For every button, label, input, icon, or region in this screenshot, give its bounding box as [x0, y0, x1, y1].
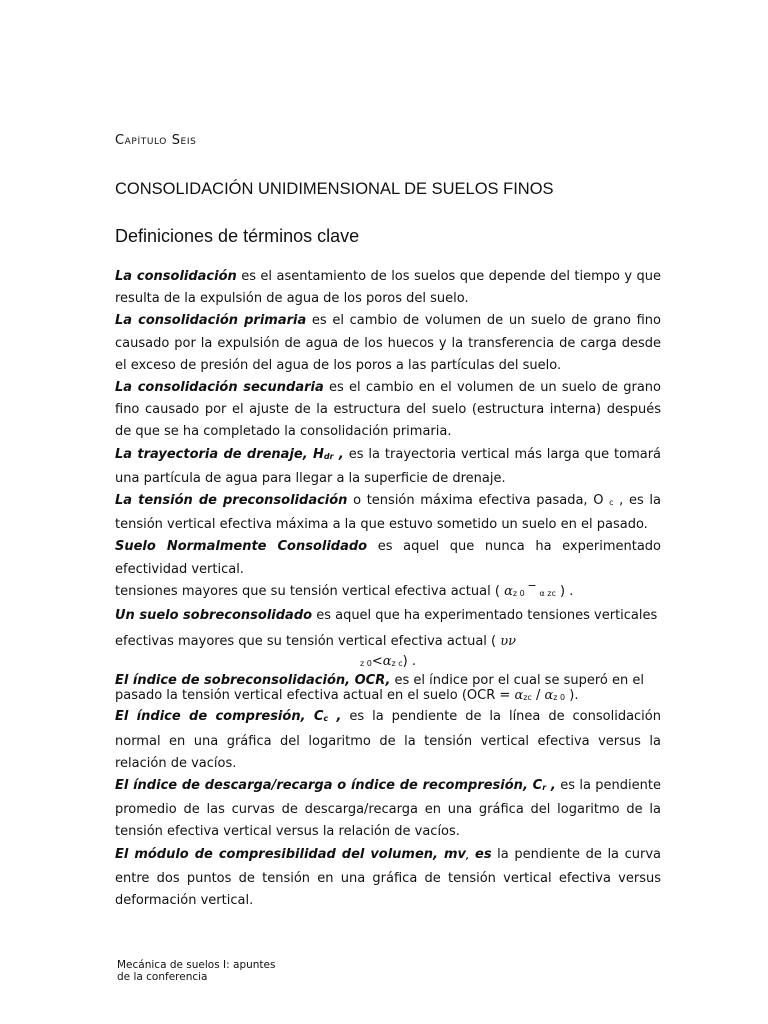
chapter-label: Capítulo Seis [115, 133, 197, 148]
subscript: , [466, 851, 470, 861]
section-heading: Definiciones de términos clave [115, 226, 360, 246]
definition-text: es el cambio de volumen de un suelo de grano fino causado por la expulsión de agua de los huecos y la transferencia de carga desde el exceso de presión del agua de los poros a las partículas del suelo. [115, 313, 661, 373]
definition-modulo [115, 844, 661, 913]
term: La consolidación [115, 269, 237, 284]
footer-line-1: Mecánica de suelos I: apuntes [117, 959, 276, 971]
definition-consolidacion [115, 266, 661, 310]
definition-sobreconsolidado [115, 605, 661, 627]
subscript: dr [323, 451, 334, 461]
definition-primaria [115, 310, 661, 377]
definition-trayectoria [115, 444, 661, 490]
subscript: z c [391, 659, 403, 669]
sigma-symbol: α [544, 688, 554, 704]
term-end: , [546, 778, 556, 794]
term: El índice de sobreconsolidación, OCR, [115, 673, 391, 689]
term: La consolidación primaria [115, 313, 307, 329]
line-text: efectivas mayores que su tensión vertical efectiva actual ( [115, 634, 501, 650]
definition-text: es la pendiente promedio de las curvas de descarga/recarga en una gráfica del logaritmo de la tensión efectiva vertical versus la relación de vacíos. [115, 778, 661, 840]
definition-text: es el índice por el cual se superó en el [390, 673, 644, 689]
term: El índice de descarga/recarga o índice de recompresión, C [115, 778, 543, 794]
term: La tensión de preconsolidación [115, 493, 348, 509]
subscript: zc [523, 693, 532, 703]
definition-text: es el cambio en el volumen de un suelo de grano fino causado por el ajuste de la estructura del suelo (estructura interna) después de que se ha completado la consolidación primaria. [115, 380, 661, 440]
definition-compresion [115, 706, 661, 775]
definition-text: es la pendiente de la línea de consolidación normal en una gráfica del logaritmo de la tensión vertical efectiva versus la relación de vacíos. [115, 709, 661, 771]
sigma-symbol: α [382, 654, 392, 670]
ocr-line-2 [115, 688, 661, 706]
definition-descarga [115, 775, 661, 844]
term-end: , [328, 709, 342, 725]
line-end: ) . [555, 583, 574, 599]
term: Un suelo sobreconsolidado [115, 608, 313, 624]
footer-line-2: de la conferencia [117, 971, 208, 983]
line-text: tensiones mayores que su tensión vertical efectiva actual ( [115, 583, 505, 599]
definition-text: es aquel que nunca ha experimentado efectividad vertical. [115, 539, 661, 577]
line-text: pasado la tensión vertical efectiva actual en el suelo (OCR = [115, 688, 515, 704]
subscript: c [323, 714, 329, 724]
subscript: r [542, 783, 547, 793]
definition-preconsolidacion [115, 490, 661, 536]
term-end: es [469, 846, 492, 862]
definition-text: es la trayectoria vertical más larga que tomará una partícula de agua para llegar a la superficie de drenaje. [115, 446, 662, 486]
sigma-symbol: α [514, 688, 524, 704]
definition-text: o tensión máxima efectiva pasada, O [347, 493, 610, 509]
line-end: ). [565, 688, 579, 704]
subscript: z 0 [359, 659, 372, 669]
subscript: z 0 [553, 693, 566, 703]
subscript: c [609, 498, 614, 508]
definition-text: es aquel que ha experimentado tensiones verticales [312, 608, 658, 624]
efectivas-line [115, 631, 661, 653]
line-end: ) . [402, 654, 416, 670]
efectivas-line-2 [115, 653, 661, 673]
definition-text: , es la tensión vertical efectiva máxima a la que estuvo sometido un suelo en el pasado. [115, 493, 661, 533]
definition-text: la pendiente de la curva entre dos puntos de tensión en una gráfica de tensión vertical efectiva versus deformación vertical. [115, 846, 661, 909]
definition-text: es el asentamiento de los suelos que depende del tiempo y que resulta de la expulsión de agua de los poros del suelo. [115, 269, 662, 307]
term: El índice de compresión, C [115, 709, 324, 725]
term: La trayectoria de drenaje, H [115, 446, 324, 462]
sigma-symbol: υν [500, 634, 517, 650]
overline-symbol: ‾ [524, 583, 540, 599]
term: La consolidación secundaria [115, 380, 324, 396]
term: El módulo de compresibilidad del volumen, mv [115, 846, 466, 862]
subscript: z 0 [512, 588, 525, 598]
tensiones-line [115, 581, 661, 605]
definition-ocr [115, 673, 661, 688]
slash-symbol: / [531, 688, 545, 704]
page-footer [117, 959, 275, 983]
definitions-body [115, 266, 661, 912]
sigma-symbol: α [504, 583, 513, 599]
definition-secundaria [115, 377, 661, 444]
term-end: , [333, 446, 344, 462]
definition-normal [115, 536, 661, 580]
term: Suelo Normalmente Consolidado [115, 539, 368, 555]
less-than-symbol: < [371, 654, 383, 670]
chapter-title: CONSOLIDACIÓN UNIDIMENSIONAL DE SUELOS FINOS [115, 180, 554, 198]
subscript: α zc [539, 588, 556, 598]
